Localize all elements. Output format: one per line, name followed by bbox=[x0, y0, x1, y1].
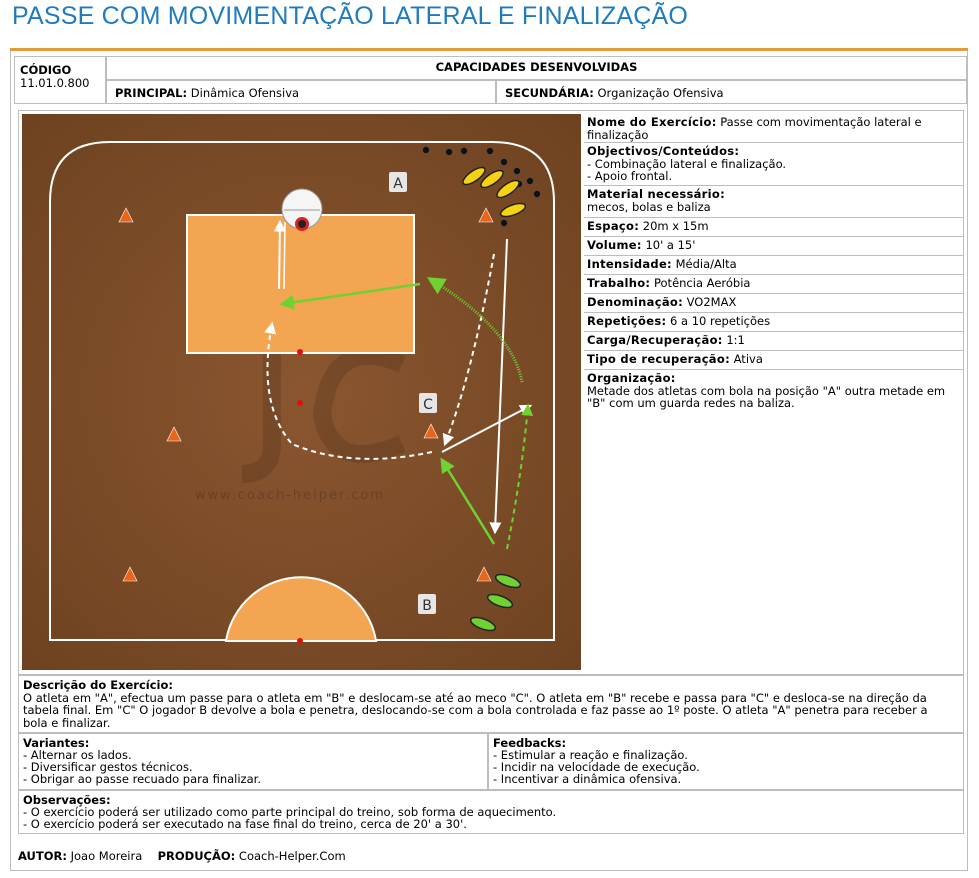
intensity-value: Média/Alta bbox=[675, 257, 737, 271]
feedbacks-label: Feedbacks: bbox=[493, 736, 567, 750]
feedback-item: - Incidir na velocidade de execução. bbox=[493, 760, 700, 774]
info-material bbox=[584, 186, 964, 218]
observations-label: Observações: bbox=[23, 793, 111, 807]
position-a-label: A bbox=[393, 176, 403, 192]
space-label: Espaço: bbox=[587, 219, 640, 233]
info-objectives bbox=[584, 143, 964, 186]
secondary-label: SECUNDÁRIA: bbox=[505, 86, 594, 100]
material-label: Material necessário: bbox=[587, 187, 725, 201]
principal-label: PRINCIPAL: bbox=[115, 86, 188, 100]
code-cell bbox=[14, 56, 106, 104]
recovery-value: Ativa bbox=[733, 352, 763, 366]
description-box bbox=[18, 675, 964, 733]
repetitions-label: Repetições: bbox=[587, 314, 667, 328]
info-organization bbox=[584, 370, 964, 470]
recovery-label: Tipo de recuperação: bbox=[587, 352, 730, 366]
organization-line: "B" com um guarda redes na baliza. bbox=[587, 396, 795, 410]
objective-item: - Combinação lateral e finalização. bbox=[587, 156, 787, 171]
denomination-value: VO2MAX bbox=[686, 295, 737, 309]
page-title: PASSE COM MOVIMENTAÇÃO LATERAL E FINALIZAÇÃO bbox=[12, 2, 689, 30]
code-label: CÓDIGO bbox=[20, 63, 72, 77]
material-value: mecos, bolas e baliza bbox=[587, 199, 711, 214]
load-label: Carga/Recuperação: bbox=[587, 333, 723, 347]
info-denomination bbox=[584, 294, 964, 313]
intensity-label: Intensidade: bbox=[587, 257, 672, 271]
info-load bbox=[584, 332, 964, 351]
space-value: 20m x 15m bbox=[642, 219, 709, 233]
production-label: PRODUÇÃO: bbox=[157, 849, 236, 863]
info-recovery bbox=[584, 351, 964, 370]
work-value: Potência Aeróbia bbox=[654, 276, 751, 290]
marker-dot bbox=[297, 638, 303, 644]
denomination-label: Denominação: bbox=[587, 295, 683, 309]
observation-item: - O exercício poderá ser utilizado como parte principal do treino, sob forma de aquecimento. bbox=[23, 805, 557, 819]
code-value: 11.01.0.800 bbox=[20, 76, 90, 90]
volume-label: Volume: bbox=[587, 238, 642, 252]
principal-value: Dinâmica Ofensiva bbox=[190, 86, 300, 100]
variant-item: - Obrigar ao passe recuado para finalizar. bbox=[23, 772, 261, 786]
info-name bbox=[584, 114, 964, 143]
name-label: Nome do Exercício: bbox=[587, 115, 717, 129]
marker-dot bbox=[297, 349, 303, 355]
secondary-cell bbox=[496, 80, 967, 104]
shot-arrow bbox=[279, 222, 280, 289]
load-value: 1:1 bbox=[726, 333, 745, 347]
variants-box bbox=[18, 733, 488, 790]
info-repetitions bbox=[584, 313, 964, 332]
feedback-item: - Incentivar a dinâmica ofensiva. bbox=[493, 772, 682, 786]
principal-cell bbox=[106, 80, 496, 104]
feedbacks-box bbox=[488, 733, 964, 790]
production-value: Coach-Helper.Com bbox=[238, 849, 346, 863]
description-line: bola e finalizar. bbox=[23, 715, 111, 730]
secondary-value: Organização Ofensiva bbox=[597, 86, 724, 100]
variant-item: - Alternar os lados. bbox=[23, 748, 132, 762]
info-space bbox=[584, 218, 964, 237]
feedback-item: - Estimular a reação e finalização. bbox=[493, 748, 688, 762]
footer bbox=[18, 849, 346, 863]
objective-item: - Apoio frontal. bbox=[587, 169, 673, 183]
volume-value: 10' a 15' bbox=[645, 238, 696, 252]
variants-label: Variantes: bbox=[23, 736, 90, 750]
capacities-header: CAPACIDADES DESENVOLVIDAS bbox=[106, 56, 967, 80]
exercise-diagram bbox=[22, 114, 581, 670]
top-penalty-box bbox=[187, 215, 414, 353]
work-label: Trabalho: bbox=[587, 276, 651, 290]
watermark-text: www.coach-helper.com bbox=[194, 488, 386, 503]
description-label: Descrição do Exercício: bbox=[23, 678, 173, 692]
name-value: Passe com movimentação lateral e bbox=[720, 115, 922, 129]
repetitions-value: 6 a 10 repetições bbox=[670, 314, 771, 328]
info-volume bbox=[584, 237, 964, 256]
organization-line: Metade dos atletas com bola na posição "A" outra metade em bbox=[587, 383, 946, 398]
position-b-label: B bbox=[422, 598, 432, 614]
observations-box bbox=[18, 790, 964, 834]
author-value: Joao Moreira bbox=[70, 849, 143, 863]
observation-item: - O exercício poderá ser executado na fase final do treino, cerca de 20' a 30'. bbox=[23, 817, 467, 831]
objectives-label: Objectivos/Conteúdos: bbox=[587, 144, 740, 158]
name-value-2: finalização bbox=[587, 127, 649, 142]
description-line: O atleta em "A", efectua um passe para o atleta em "B" e deslocam-se até ao meco "C". O atleta em "B" recebe e passa para "C" e desloca-se na direção da bbox=[23, 690, 927, 705]
variant-item: - Diversificar gestos técnicos. bbox=[23, 760, 193, 774]
position-c-label: C bbox=[423, 397, 433, 413]
description-line: tabela final. Em "C" O jogador B devolve a bola e penetra, deslocando-se com a bola controlada e faz passe ao 1º poste. O atleta "A" penetra para receber a bbox=[23, 703, 928, 717]
marker-dot bbox=[297, 400, 303, 406]
author-label: AUTOR: bbox=[18, 849, 67, 863]
info-work bbox=[584, 275, 964, 294]
info-intensity bbox=[584, 256, 964, 275]
organization-label: Organização: bbox=[587, 371, 676, 385]
